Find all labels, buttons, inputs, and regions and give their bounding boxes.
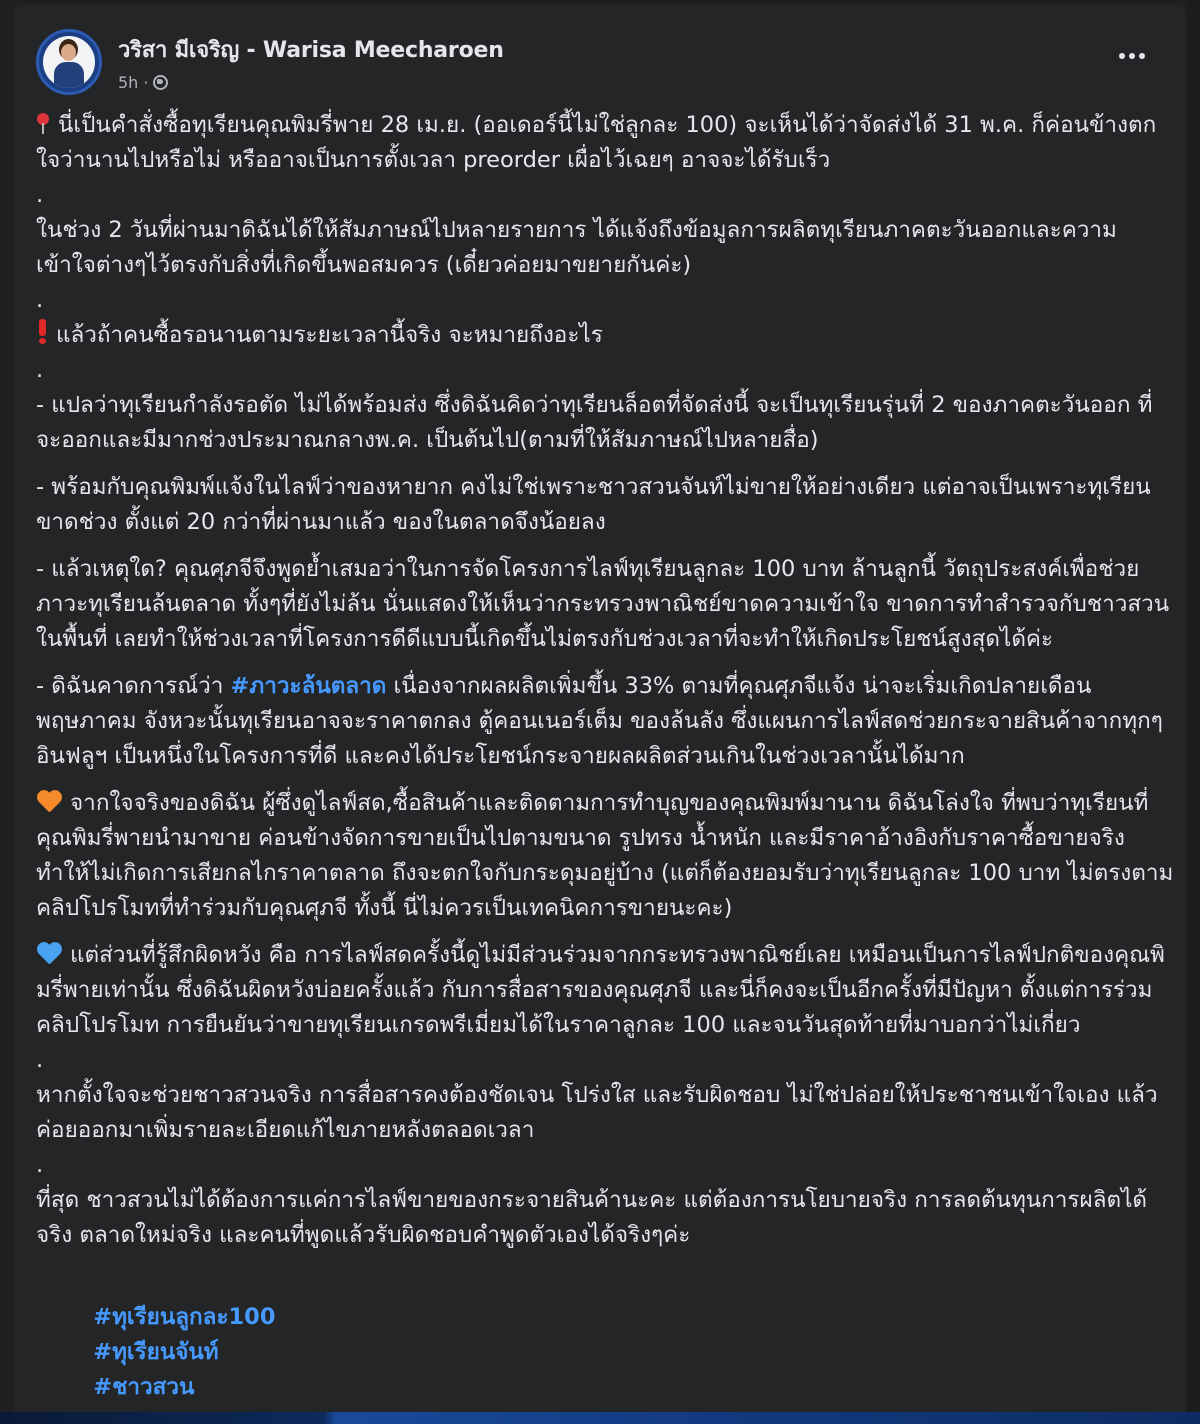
separator-dot: .: [36, 357, 44, 383]
post-paragraph: แต่ส่วนที่รู้สึกผิดหวัง คือ การไลฟ์สดครั้งนี้ดูไม่มีส่วนร่วมจากกระทรวงพาณิชย์เลย เหมือนเป็นการไลฟ์ปกติของคุณพิมรี่พายเท่านั้น ซึ่งดิฉันผิดหวังบ่อยครั้งแล้ว กับการสื่อสารของคุณศุภจี และนี่ก็คงจะเป็นอีกครั้งที่มีปัญหา ตั้งแต่การร่วมคลิปโปรโมท การยืนยันว่าขายทุเรียนเกรดพรีเมี่ยมได้ในราคาลูกละ 100 และจนวันสุดท้ายที่มาบอกว่าไม่เกี่ยว: [36, 942, 1165, 1038]
blue-heart-icon: [36, 943, 62, 965]
post-timestamp[interactable]: 5h: [118, 73, 139, 92]
author-name[interactable]: วริสา มีเจริญ - Warisa Meecharoen: [118, 38, 504, 63]
hashtag-link[interactable]: #ทุเรียนลูกละ100: [93, 1304, 276, 1330]
exclamation-icon: [36, 319, 48, 345]
separator-dot: .: [36, 182, 44, 208]
separator-dot: .: [36, 1152, 44, 1178]
more-options-button[interactable]: [1112, 42, 1152, 70]
media-preview-edge[interactable]: [0, 1412, 1200, 1424]
post-paragraph: ที่สุด ชาวสวนไม่ได้ต้องการแค่การไลฟ์ขายของกระจายสินค้านะคะ แต่ต้องการนโยบายจริง การลดต้นทุนการผลิตได้จริง ตลาดใหม่จริง และคนที่พูดแล้วรับผิดชอบคำพูดตัวเองได้จริงๆค่ะ: [36, 1187, 1148, 1248]
post-paragraph: ในช่วง 2 วันที่ผ่านมาดิฉันได้ให้สัมภาษณ์ไปหลายรายการ ได้แจ้งถึงข้อมูลการผลิตทุเรียนภาคตะวันออกและความเข้าใจต่างๆไว้ตรงกับสิ่งที่เกิดขึ้นพอสมควร (เดี๋ยวค่อยมาขยายกันค่ะ): [36, 217, 1117, 278]
post-paragraph: หากตั้งใจจะช่วยชาวสวนจริง การสื่อสารคงต้องชัดเจน โปร่งใส และรับผิดชอบ ไม่ใช่ปล่อยให้ประชาชนเข้าใจเอง แล้วค่อยออกมาเพิ่มรายละเอียดแก้ไขภายหลังตลอดเวลา: [36, 1082, 1158, 1143]
more-horizontal-icon: [1119, 53, 1125, 59]
post-paragraph: นี่เป็นคำสั่งซื้อทุเรียนคุณพิมรี่พาย 28 เม.ย. (ออเดอร์นี้ไม่ใช่ลูกละ 100) จะเห็นได้ว่าจัดส่งได้ 31 พ.ค. ก็ค่อนข้างตกใจว่านานไปหรือไม่ หรืออาจเป็นการตั้งเวลา preorder เผื่อไว้เฉยๆ อาจจะได้รับเร็ว: [36, 112, 1157, 173]
hashtag-link[interactable]: #ทุเรียนจันท์: [93, 1339, 219, 1365]
separator-dot: .: [36, 287, 44, 313]
post-header-text: [118, 32, 504, 92]
post-paragraph: แล้วถ้าคนซื้อรอนานตามระยะเวลานี้จริง จะหมายถึงอะไร: [36, 318, 1176, 353]
hashtag-link[interactable]: #ภาวะล้นตลาด: [230, 673, 387, 699]
meta-separator: ·: [143, 73, 149, 92]
post-body: [36, 108, 1176, 1424]
page-edge: [1186, 0, 1200, 1424]
globe-icon[interactable]: [153, 75, 168, 90]
post-paragraph: - แล้วเหตุใด? คุณศุภจีจึงพูดย้ำเสมอว่าในการจัดโครงการไลฟ์ทุเรียนลูกละ 100 บาท ล้านลูกนี้ วัตถุประสงค์เพื่อช่วยภาวะทุเรียนล้นตลาด ทั้งๆที่ยังไม่ล้น นั่นแสดงให้เห็นว่ากระทรวงพาณิชย์ขาดความเข้าใจ ขาดการทำสำรวจกับชาวสวนในพื้นที่ เลยทำให้ช่วงเวลาที่โครงการดีดีแบบนี้เกิดขึ้นไม่ตรงกับช่วงเวลาที่จะทำให้เกิดประโยชน์สูงสุดได้ค่ะ: [36, 556, 1170, 652]
separator-dot: .: [36, 1047, 44, 1073]
pin-icon: [36, 111, 50, 135]
hashtag-row: [36, 1265, 1176, 1424]
facebook-post-card: [14, 4, 1186, 1412]
post-paragraph: จากใจจริงของดิฉัน ผู้ซึ่งดูไลฟ์สด,ซื้อสินค้าและติดตามการทำบุญของคุณพิมพ์มานาน ดิฉันโล่งใจ ที่พบว่าทุเรียนที่คุณพิมรี่พายนำมาขาย ค่อนข้างจัดการขายเป็นไปตามขนาด รูปทรง น้ำหนัก และมีราคาอ้างอิงกับราคาซื้อขายจริง ทำให้ไม่เกิดการเสียกลไกราคาตลาด ถึงจะตกใจกับกระดุมอยู่บ้าง (แต่ก็ต้องยอมรับว่าทุเรียนลูกละ 100 บาท ไม่ตรงตามคลิปโปรโมทที่ทำร่วมกับคุณศุภจี ทั้งนี้ นี่ไม่ควรเป็นเทคนิคการขายนะคะ): [36, 790, 1174, 921]
avatar[interactable]: [36, 29, 102, 95]
post-paragraph: - พร้อมกับคุณพิมพ์แจ้งในไลฟ์ว่าของหายาก คงไม่ใช่เพราะชาวสวนจันท์ไม่ขายให้อย่างเดียว แต่อาจเป็นเพราะทุเรียนขาดช่วง ตั้งแต่ 20 กว่าที่ผ่านมาแล้ว ของในตลาดจึงน้อยลง: [36, 474, 1151, 535]
avatar-photo: [43, 36, 95, 88]
post-paragraph: - ดิฉันคาดการณ์ว่า #ภาวะล้นตลาด เนื่องจากผลผลิตเพิ่มขึ้น 33% ตามที่คุณศุภจีแจ้ง น่าจะเริ่มเกิดปลายเดือนพฤษภาคม จังหวะนั้นทุเรียนอาจจะราคาตกลง ตู้คอนเนอร์เต็ม ของล้นลัง ซึ่งแผนการไลฟ์สดช่วยกระจายสินค้าจากทุกๆอินฟลูฯ เป็นหนึ่งในโครงการที่ดี และคงได้ประโยชน์กระจายผลผลิตส่วนเกินในช่วงเวลานั้นได้มาก: [36, 673, 1163, 769]
hashtag-link[interactable]: #ชาวสวน: [93, 1374, 195, 1400]
orange-heart-icon: [36, 791, 62, 813]
post-header: [36, 26, 504, 98]
post-paragraph: - แปลว่าทุเรียนกำลังรอตัด ไม่ได้พร้อมส่ง ซึ่งดิฉันคิดว่าทุเรียนล็อตที่จัดส่งนี้ จะเป็นทุเรียนรุ่นที่ 2 ของภาคตะวันออก ที่จะออกและมีมากช่วงประมาณกลางพ.ค. เป็นต้นไป(ตามที่ให้สัมภาษณ์ไปหลายสื่อ): [36, 392, 1153, 453]
post-meta: [118, 73, 504, 92]
